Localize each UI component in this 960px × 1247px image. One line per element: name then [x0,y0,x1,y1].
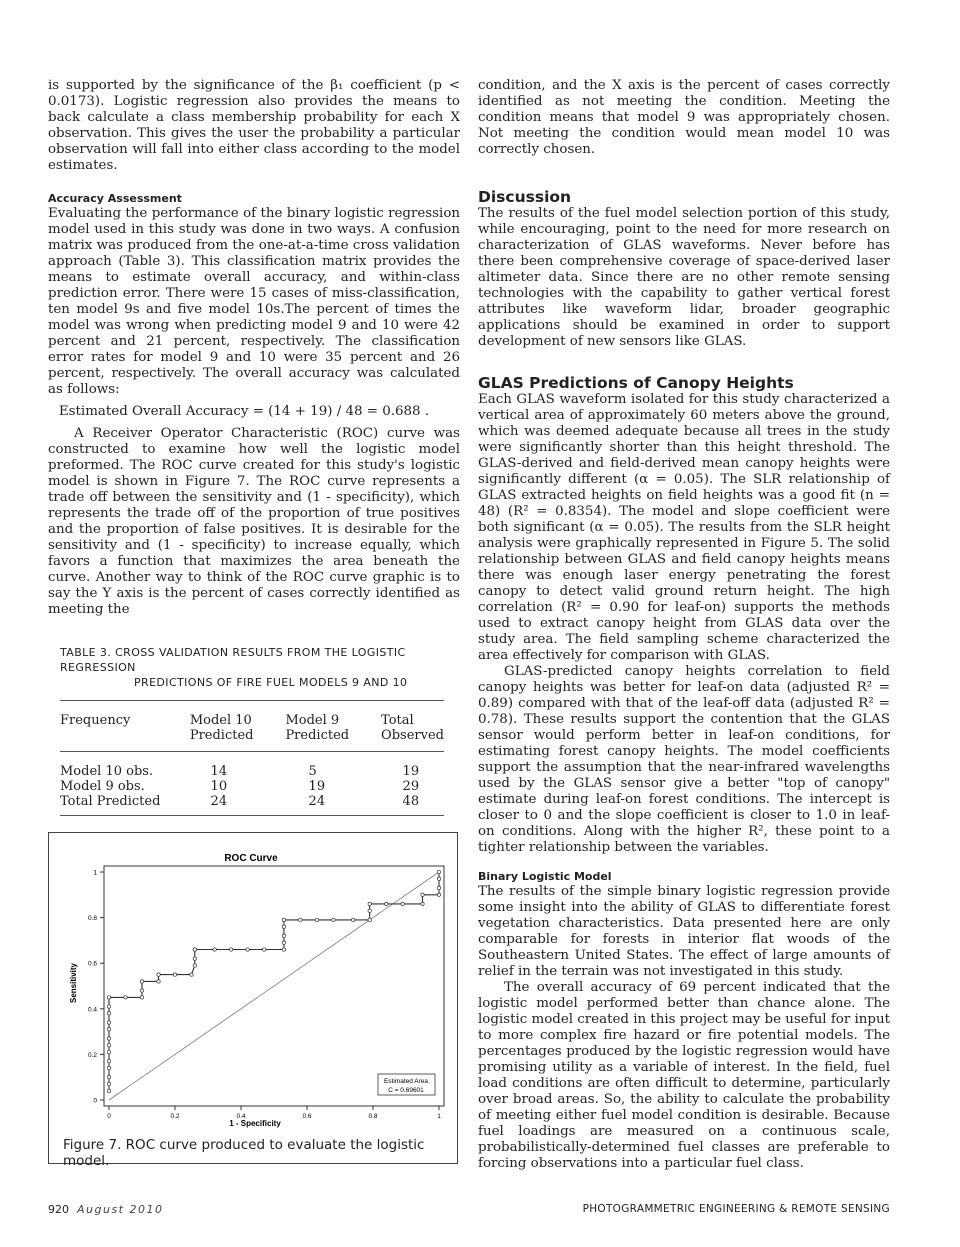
footer-left [48,1203,164,1216]
roc-point [282,948,285,951]
paragraph-discussion: The results of the fuel model selection portion of this study, while encouraging, point to the need for more research on characterization of GLAS waveforms. Never before has there been comprehensive coverage of space-derived laser altimeter data. Since there are no other remote sensing technologies with the capability to gather vertical forest attributes like waveform lidar, broader geographic applications should be examined in order to support development of new sensors like GLAS. [478,206,890,349]
page-number: 920 [48,1203,69,1216]
table-row: Total Predicted 24 24 48 [60,794,420,809]
roc-point [107,996,110,999]
header-model9: Model 9 [285,713,340,728]
roc-point [140,980,143,983]
issue-date: August 2010 [77,1203,164,1216]
header-model9-line2: Predicted [285,728,350,743]
roc-point [282,925,285,928]
roc-point [107,1028,110,1031]
paragraph-condition: condition, and the X axis is the percent of cases correctly identified as not meeting the condition. Meeting the condition means that model 9 was appropriately chosen. Not meeting the condition would mean model 10 was correctly chosen. [478,78,890,157]
header-total: Total [381,713,414,728]
paragraph-glas-1: Each GLAS waveform isolated for this study characterized a vertical area of approximately 60 meters above the ground, which was deemed adequate because all trees in the study were significantly shorter than this height threshold. The GLAS-derived and field-derived mean canopy heights were significantly different (α = 0.05). The SLR relationship of GLAS extracted heights on field heights was a good fit (n = 48) (R² = 0.8354). The model and slope coefficient were both significant (α = 0.05). The results from the SLR height analysis were graphically represented in Figure 5. The solid relationship between GLAS and field canopy heights means there was enough laser energy penetrating the forest canopy to detect valid ground return height. The high correlation (R² = 0.90 for leaf-on) supports the methods used to extract canopy height from GLAS data over the study area. The field sampling scheme characterized the area effectively for comparison with GLAS. [478,392,890,663]
header-total-line2: Observed [381,728,444,743]
y-tick-label: 0.2 [87,1051,97,1059]
roc-point [173,973,176,976]
roc-point [246,948,249,951]
reference-diagonal-line [109,872,439,1100]
table-row: Model 10 obs. 14 5 19 [60,764,420,779]
roc-point [213,948,216,951]
roc-point [107,1082,110,1085]
y-tick-label: 1 [93,869,97,877]
roc-point [262,948,265,951]
table-3 [60,645,444,816]
roc-point [107,1066,110,1069]
paragraph-roc: A Receiver Operator Characteristic (ROC) curve was constructed to examine how well the logistic model preformed. The ROC curve created for this study's logistic model is shown in Figure 7. The ROC curve represents a trade off between the sensitivity and (1 - specificity), which represents the trade off of the proportion of true positives and the proportion of false positives. It is desirable for the sensitivity and (1 - specificity) to increase equally, which favors a function that maximizes the area beneath the curve. Another way to think of the ROC curve graphic is to say the Y axis is the percent of cases correctly identified as meeting the [48,426,460,617]
y-tick-label: 0.8 [87,915,97,923]
roc-point [437,886,440,889]
equation-overall-accuracy: Estimated Overall Accuracy = (14 + 19) / 48 = 0.688 . [58,404,430,419]
table-header [60,713,444,743]
roc-chart [49,833,457,1133]
y-tick-label: 0.4 [87,1006,97,1014]
roc-point [282,941,285,944]
roc-point [107,1089,110,1092]
heading-discussion: Discussion [478,188,572,206]
x-axis-label: 1 - Specificity [229,1119,281,1128]
roc-point [193,948,196,951]
roc-point [421,902,424,905]
roc-point [107,1060,110,1063]
header-model10-line2: Predicted [189,728,254,743]
chart-title: ROC Curve [224,853,278,864]
y-tick-label: 0.6 [87,960,97,968]
roc-point [385,902,388,905]
right-column [478,78,890,1172]
roc-point [299,918,302,921]
roc-point [140,989,143,992]
roc-point [190,973,193,976]
table-caption-line1: TABLE 3. CROSS VALIDATION RESULTS FROM THE LOGISTIC REGRESSION [60,646,406,674]
estimated-area-value: C = 0.69601 [388,1087,424,1094]
roc-point [107,1076,110,1079]
header-frequency: Frequency [60,713,131,728]
x-tick-label: 1 [437,1113,441,1120]
roc-point [282,918,285,921]
roc-point [157,980,160,983]
roc-point [421,893,424,896]
roc-point [368,918,371,921]
roc-point [352,918,355,921]
table-row: Model 9 obs. 10 19 29 [60,779,420,794]
header-model10: Model 10 [189,713,252,728]
roc-point [315,918,318,921]
roc-point [193,964,196,967]
roc-point [229,948,232,951]
table-caption [60,645,444,690]
roc-point [140,996,143,999]
table-body [60,764,444,809]
paragraph-binary-2: The overall accuracy of 69 percent indicated that the logistic model performed better than chance alone. The logistic model created in this project may be useful for input to more complex fire hazard or fire potential models. The percentages produced by the logistic regression would have promising utility as a variable of interest. In the field, fuel load conditions are often difficult to determine, particularly over broad areas. So, the ability to calculate the probability of meeting either fuel model condition is desirable. Because fuel loadings are measured on a continuous scale, probabilistically-determined fuel classes are preferable to forcing observations into a particular fuel class. [478,980,891,1171]
roc-point [107,1012,110,1015]
roc-point [107,1050,110,1053]
estimated-area-label: Estimated Area [383,1078,429,1085]
x-tick-label: 0.2 [170,1113,180,1120]
x-tick-label: 0.4 [236,1113,246,1120]
roc-point [437,870,440,873]
x-tick-label: 0.8 [368,1113,378,1120]
roc-point [401,902,404,905]
table-caption-line2: PREDICTIONS OF FIRE FUEL MODELS 9 AND 10 [134,676,408,689]
roc-point [282,934,285,937]
left-column [48,78,460,618]
roc-point [107,1021,110,1024]
figure-7 [48,832,458,1169]
roc-point [437,893,440,896]
roc-point [368,909,371,912]
heading-accuracy-assessment: Accuracy Assessment [48,192,182,205]
heading-glas-predictions: GLAS Predictions of Canopy Heights [478,374,794,392]
paragraph-binary-1: The results of the simple binary logistic regression provide some insight into the ability of GLAS to differentiate forest vegetation characteristics. Data presented here are only comparable for forests in interior flat woods of the Southeastern United States. The effect of large amounts of relief in the terrain was not investigated in this study. [478,884,890,979]
journal-name: PHOTOGRAMMETRIC ENGINEERING & REMOTE SENSING [582,1203,890,1215]
roc-point [107,1044,110,1047]
roc-point [368,902,371,905]
roc-point [193,957,196,960]
x-tick-label: 0 [107,1113,111,1120]
y-axis-label: Sensitivity [69,962,78,1004]
paragraph-glas-2: GLAS-predicted canopy heights correlation to field canopy heights was better for leaf-on data (adjusted R² = 0.89) compared with that of the leaf-off data (adjusted R² = 0.78). These results support the contention that the GLAS sensor would perform better in leaf-on conditions, for estimating forest canopy heights. The model coefficients support the assumption that the near-infrared wavelengths used by the GLAS sensor give a better "top of canopy" estimate during leaf-on forest conditions. The intercept is closer to 0 and the slope coefficient is closer to 1.0 in leaf-on conditions. Along with the higher R², these point to a tighter relationship between the variables. [478,664,890,855]
roc-point [332,918,335,921]
roc-point [107,1037,110,1040]
y-tick-label: 0 [93,1097,97,1105]
x-tick-label: 0.6 [302,1113,312,1120]
roc-point [157,973,160,976]
roc-point [124,996,127,999]
figure-caption: Figure 7. ROC curve produced to evaluate the logistic model. [63,1137,425,1169]
paragraph-accuracy: Evaluating the performance of the binary logistic regression model used in this study was done in two ways. A confusion matrix was produced from the one-at-a-time cross validation approach (Table 3). This classification matrix provides the means to estimate overall accuracy, and within-class prediction error. There were 15 cases of miss-classification, ten model 9s and five model 10s.The percent of times the model was wrong when predicting model 9 and 10 were 42 percent and 21 percent, respectively. The classification error rates for model 9 and 10 were 35 percent and 26 percent, respectively. The overall accuracy was calculated as follows: [48,206,460,397]
roc-point [107,1005,110,1008]
roc-point [437,877,440,880]
paragraph-intro: is supported by the significance of the β₁ coefficient (p < 0.0173). Logistic regression also provides the means to back calculate a class membership probability for each X observation. This gives the user the probability a particular observation will fall into either class according to the model estimates. [48,78,460,173]
heading-binary-logistic: Binary Logistic Model [478,870,612,883]
